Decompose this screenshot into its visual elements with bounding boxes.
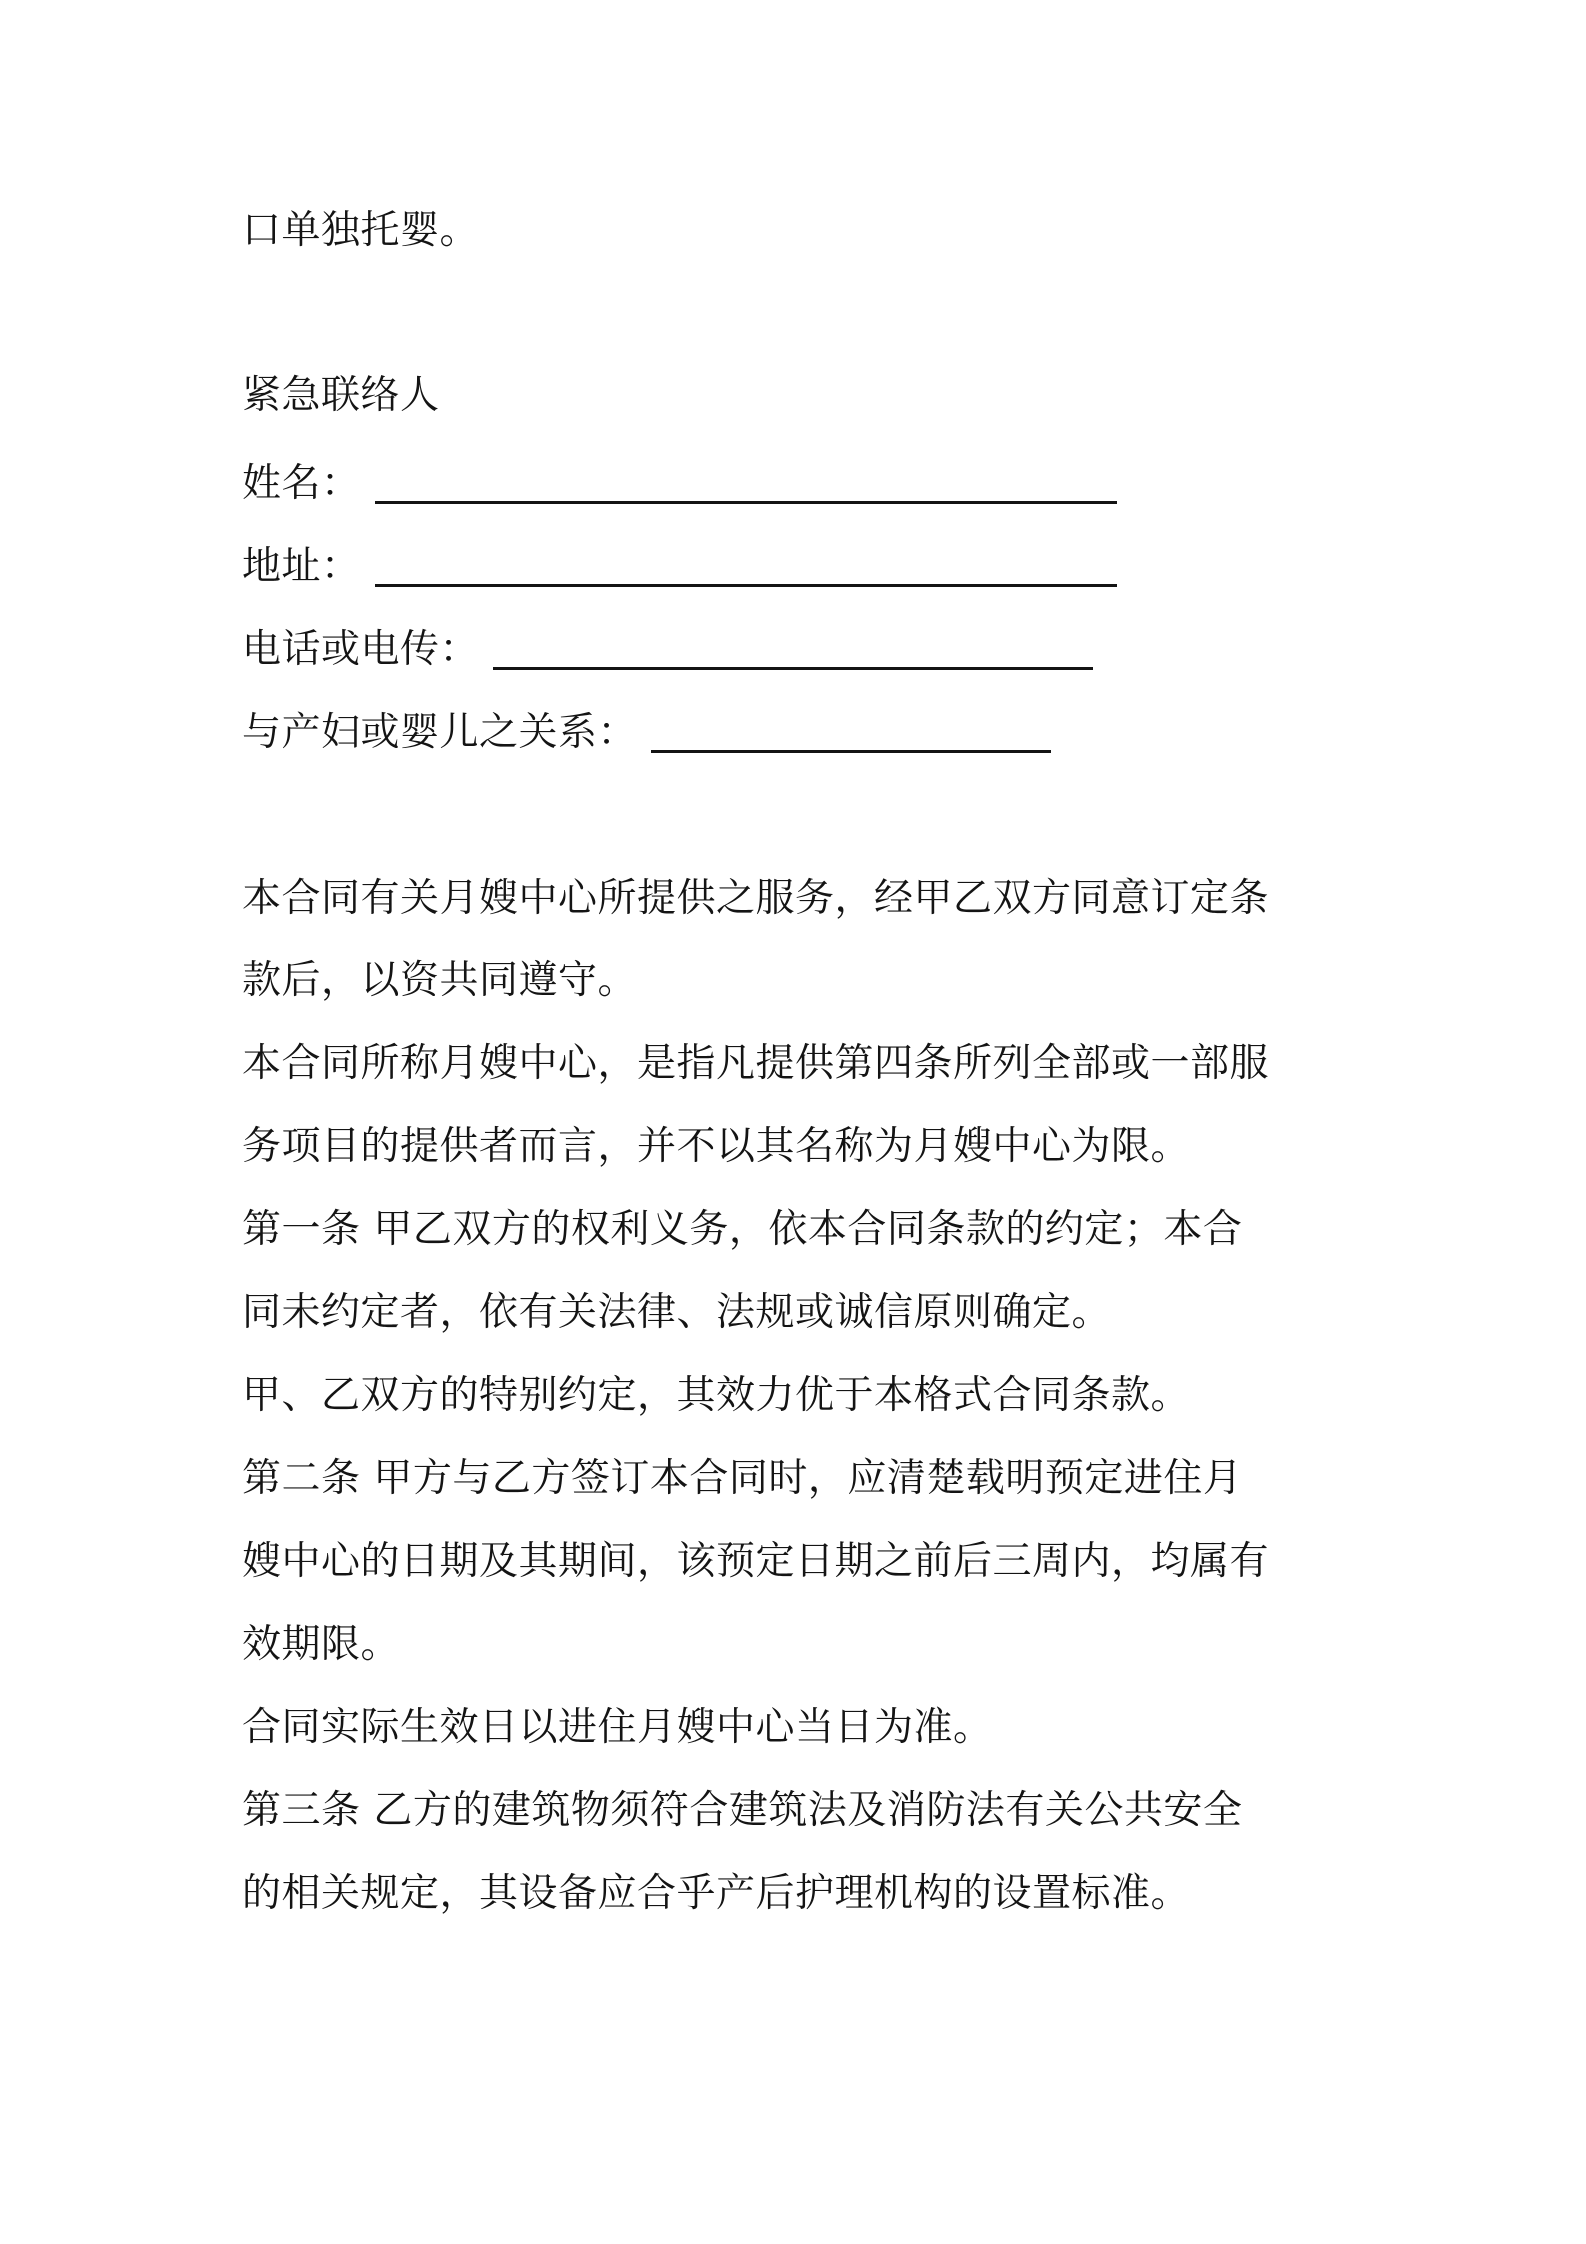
field-name-blank[interactable] (375, 501, 1117, 504)
article-2-line: 效期限。 (242, 1622, 401, 1667)
article-3-line: 第三条 乙方的建筑物须符合建筑法及消防法有关公共安全 (242, 1788, 1243, 1833)
paragraph-line: 甲、乙双方的特别约定，其效力优于本格式合同条款。 (242, 1373, 1191, 1418)
text-line-continuation: 口单独托婴。 (242, 208, 480, 253)
paragraph-line: 务项目的提供者而言，并不以其名称为月嫂中心为限。 (242, 1124, 1191, 1169)
article-1-line: 第一条 甲乙双方的权利义务，依本合同条款的约定；本合 (242, 1207, 1243, 1252)
field-name-label: 姓名： (242, 461, 361, 506)
field-address[interactable] (242, 539, 1117, 595)
article-2-line: 嫂中心的日期及其期间，该预定日期之前后三周内，均属有 (242, 1539, 1270, 1584)
article-1-line: 同未约定者，依有关法律、法规或诚信原则确定。 (242, 1290, 1112, 1335)
field-phone[interactable] (242, 622, 1093, 678)
field-relation[interactable] (242, 705, 1051, 761)
field-phone-label: 电话或电传： (242, 627, 480, 672)
paragraph-line: 本合同所称月嫂中心，是指凡提供第四条所列全部或一部服 (242, 1041, 1270, 1086)
article-3-line: 的相关规定，其设备应合乎产后护理机构的设置标准。 (242, 1871, 1191, 1916)
paragraph-line: 合同实际生效日以进住月嫂中心当日为准。 (242, 1705, 993, 1750)
paragraph-line: 本合同有关月嫂中心所提供之服务，经甲乙双方同意订定条 (242, 876, 1270, 921)
field-relation-label: 与产妇或婴儿之关系： (242, 710, 638, 755)
field-name[interactable] (242, 456, 1117, 512)
field-phone-blank[interactable] (493, 667, 1093, 670)
paragraph-line: 款后，以资共同遵守。 (242, 958, 638, 1003)
field-relation-blank[interactable] (651, 750, 1051, 753)
article-2-line: 第二条 甲方与乙方签订本合同时，应清楚载明预定进住月 (242, 1456, 1243, 1501)
field-address-label: 地址： (242, 544, 361, 589)
section-heading-emergency-contact: 紧急联络人 (242, 373, 440, 418)
field-address-blank[interactable] (375, 584, 1117, 587)
